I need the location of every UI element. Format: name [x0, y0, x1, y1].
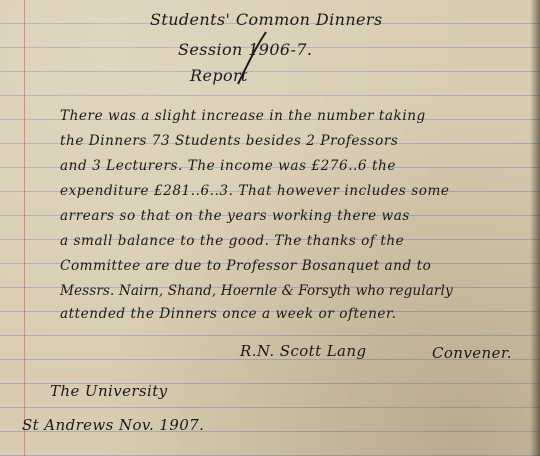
session-line: Session 1906-7. — [178, 40, 313, 59]
signature-name: R.N. Scott Lang — [240, 342, 367, 360]
body-line-1: There was a slight increase in the number taking — [60, 108, 426, 124]
body-line-6: a small balance to the good. The thanks of the — [60, 233, 405, 249]
body-line-4: expenditure £281..6..3. That however includes some — [60, 183, 450, 199]
page-edge-shadow — [530, 0, 540, 456]
body-line-2: the Dinners 73 Students besides 2 Professors — [60, 133, 399, 149]
signature-role: Convener. — [432, 344, 512, 362]
body-line-3: and 3 Lecturers. The income was £276..6 the — [60, 158, 396, 174]
document-title: Students' Common Dinners — [150, 10, 383, 29]
body-line-7: Committee are due to Professor Bosanquet and to — [60, 258, 432, 274]
body-line-8: Messrs. Nairn, Shand, Hoernle & Forsyth who regularly — [60, 283, 453, 299]
body-line-9: attended the Dinners once a week or oftener. — [60, 306, 397, 322]
margin-rule — [24, 0, 25, 456]
strike-through-mark — [232, 28, 272, 88]
footer-date: St Andrews Nov. 1907. — [22, 416, 205, 434]
body-line-5: arrears so that on the years working there was — [60, 208, 410, 224]
report-label: Report — [190, 66, 248, 85]
footer-place: The University — [50, 382, 168, 400]
